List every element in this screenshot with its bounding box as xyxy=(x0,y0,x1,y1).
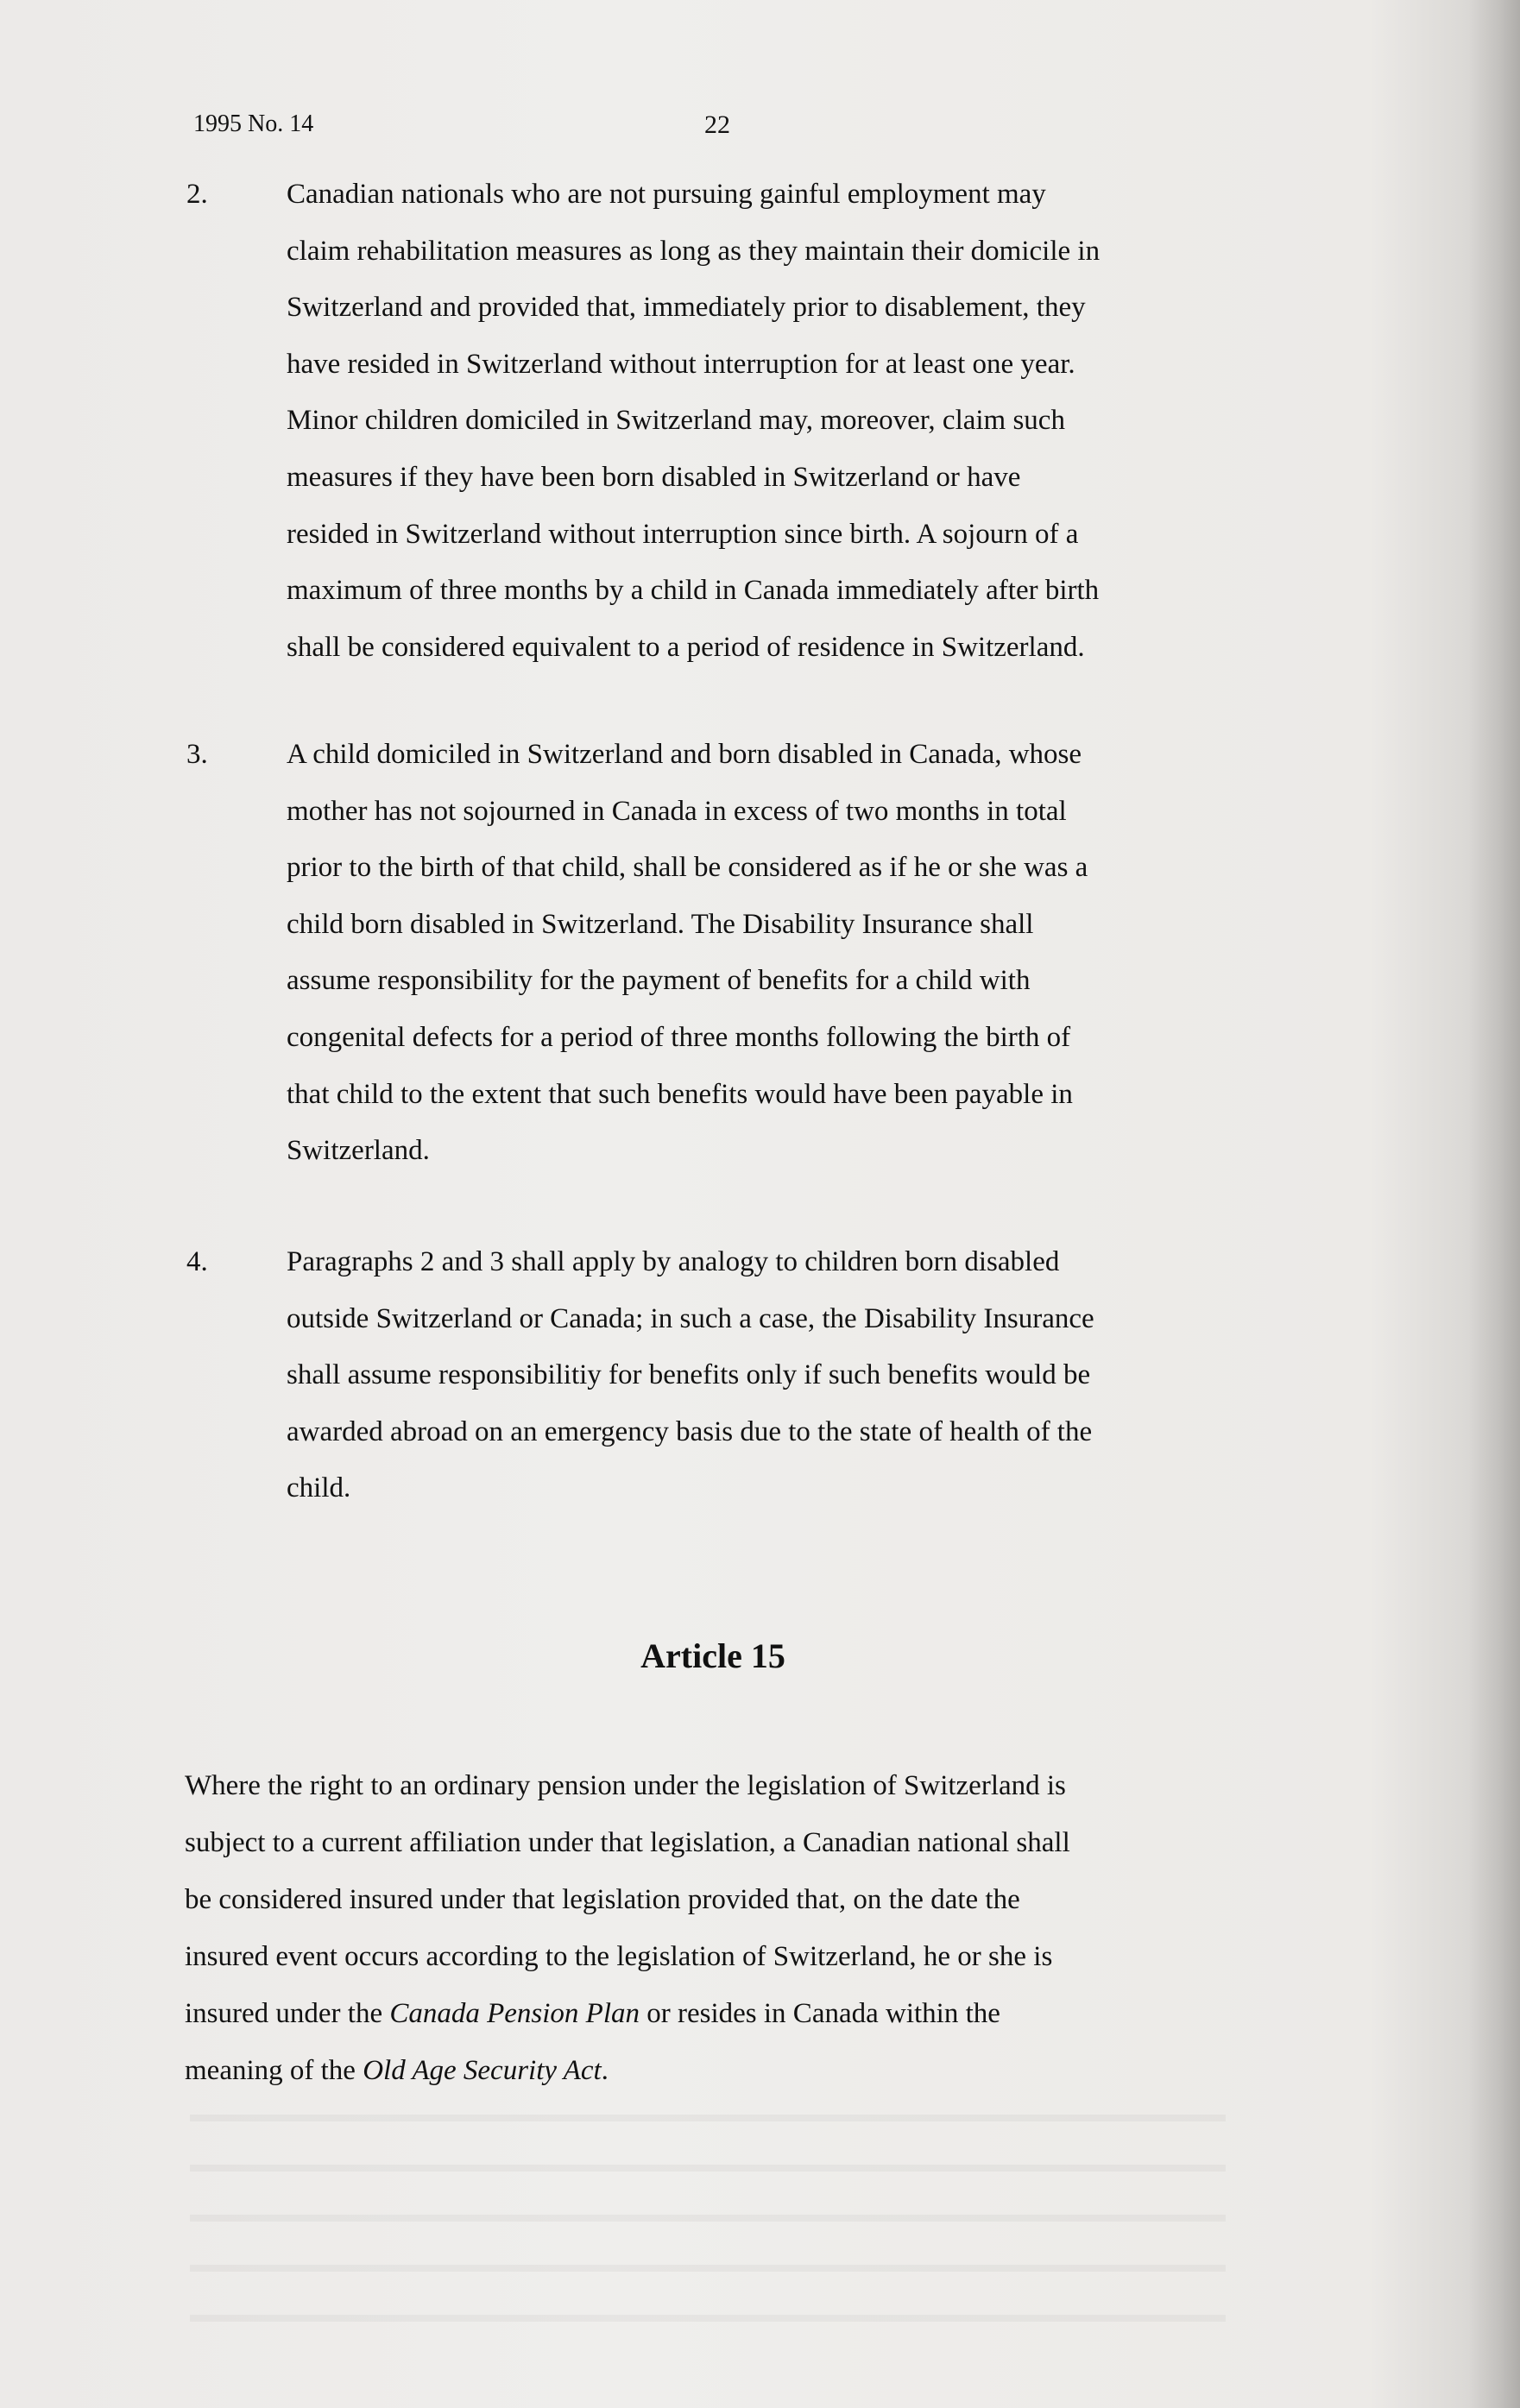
text-segment: meaning of the xyxy=(185,2055,363,2086)
text-line: that child to the extent that such benefits would have been payable in xyxy=(287,1078,1073,1110)
clause-text xyxy=(287,167,1271,676)
text-line: mother has not sojourned in Canada in excess of two months in total xyxy=(287,795,1067,827)
text-line: child born disabled in Switzerland. The Disability Insurance shall xyxy=(287,908,1034,940)
clause-number: 3. xyxy=(186,739,208,770)
text-line: have resided in Switzerland without interruption for at least one year. xyxy=(287,348,1075,380)
text-line: awarded abroad on an emergency basis due to the state of health of the xyxy=(287,1415,1093,1447)
text-line: subject to a current affiliation under that legislation, a Canadian national shall xyxy=(185,1827,1070,1858)
text-line: claim rehabilitation measures as long as they maintain their domicile in xyxy=(287,235,1101,267)
text-line: Where the right to an ordinary pension under the legislation of Switzerland is xyxy=(185,1770,1066,1801)
text-line: Minor children domiciled in Switzerland may, moreover, claim such xyxy=(287,405,1065,437)
text-line: shall be considered equivalent to a period of residence in Switzerland. xyxy=(287,631,1085,663)
clause-text xyxy=(287,727,1271,1180)
article-body xyxy=(185,1757,1255,2099)
text-line: assume responsibility for the payment of benefits for a child with xyxy=(287,965,1031,997)
text-line: be considered insured under that legislation provided that, on the date the xyxy=(185,1884,1020,1915)
text-line: resided in Switzerland without interruption since birth. A sojourn of a xyxy=(287,518,1079,550)
text-line: child. xyxy=(287,1472,351,1504)
text-line: congenital defects for a period of three months following the birth of xyxy=(287,1021,1071,1053)
text-segment: . xyxy=(601,2055,609,2086)
text-line: Paragraphs 2 and 3 shall apply by analogy to children born disabled xyxy=(287,1246,1060,1277)
text-line: measures if they have been born disabled in Switzerland or have xyxy=(287,461,1021,493)
document-reference: 1995 No. 14 xyxy=(193,110,314,137)
clause-number: 2. xyxy=(186,179,208,210)
text-line: maximum of three months by a child in Canada immediately after birth xyxy=(287,575,1100,607)
article-heading: Article 15 xyxy=(640,1636,785,1675)
text-line: Switzerland and provided that, immediately prior to disablement, they xyxy=(287,292,1086,324)
text-line: insured event occurs according to the legislation of Switzerland, he or she is xyxy=(185,1941,1053,1972)
text-segment: insured under the xyxy=(185,1998,390,2029)
text-line xyxy=(185,1985,1255,2042)
act-title-old-age-security-act: Old Age Security Act xyxy=(363,2055,602,2086)
clause-text xyxy=(287,1234,1271,1517)
text-line xyxy=(185,2042,1255,2099)
clause-number: 4. xyxy=(186,1246,208,1277)
text-segment: or resides in Canada within the xyxy=(640,1998,1000,2029)
text-line: shall assume responsibilitiy for benefits only if such benefits would be xyxy=(287,1359,1091,1391)
text-line: Canadian nationals who are not pursuing gainful employment may xyxy=(287,179,1046,210)
text-line: outside Switzerland or Canada; in such a case, the Disability Insurance xyxy=(287,1302,1094,1334)
page-edge-shadow xyxy=(1468,0,1520,2408)
page-number: 22 xyxy=(704,110,730,139)
text-line: prior to the birth of that child, shall be considered as if he or she was a xyxy=(287,852,1088,884)
text-line: A child domiciled in Switzerland and born disabled in Canada, whose xyxy=(287,739,1082,770)
act-title-canada-pension-plan: Canada Pension Plan xyxy=(389,1998,640,2029)
text-line: Switzerland. xyxy=(287,1135,430,1167)
page-header xyxy=(193,110,1264,145)
bleed-through-texture xyxy=(190,2071,1226,2330)
